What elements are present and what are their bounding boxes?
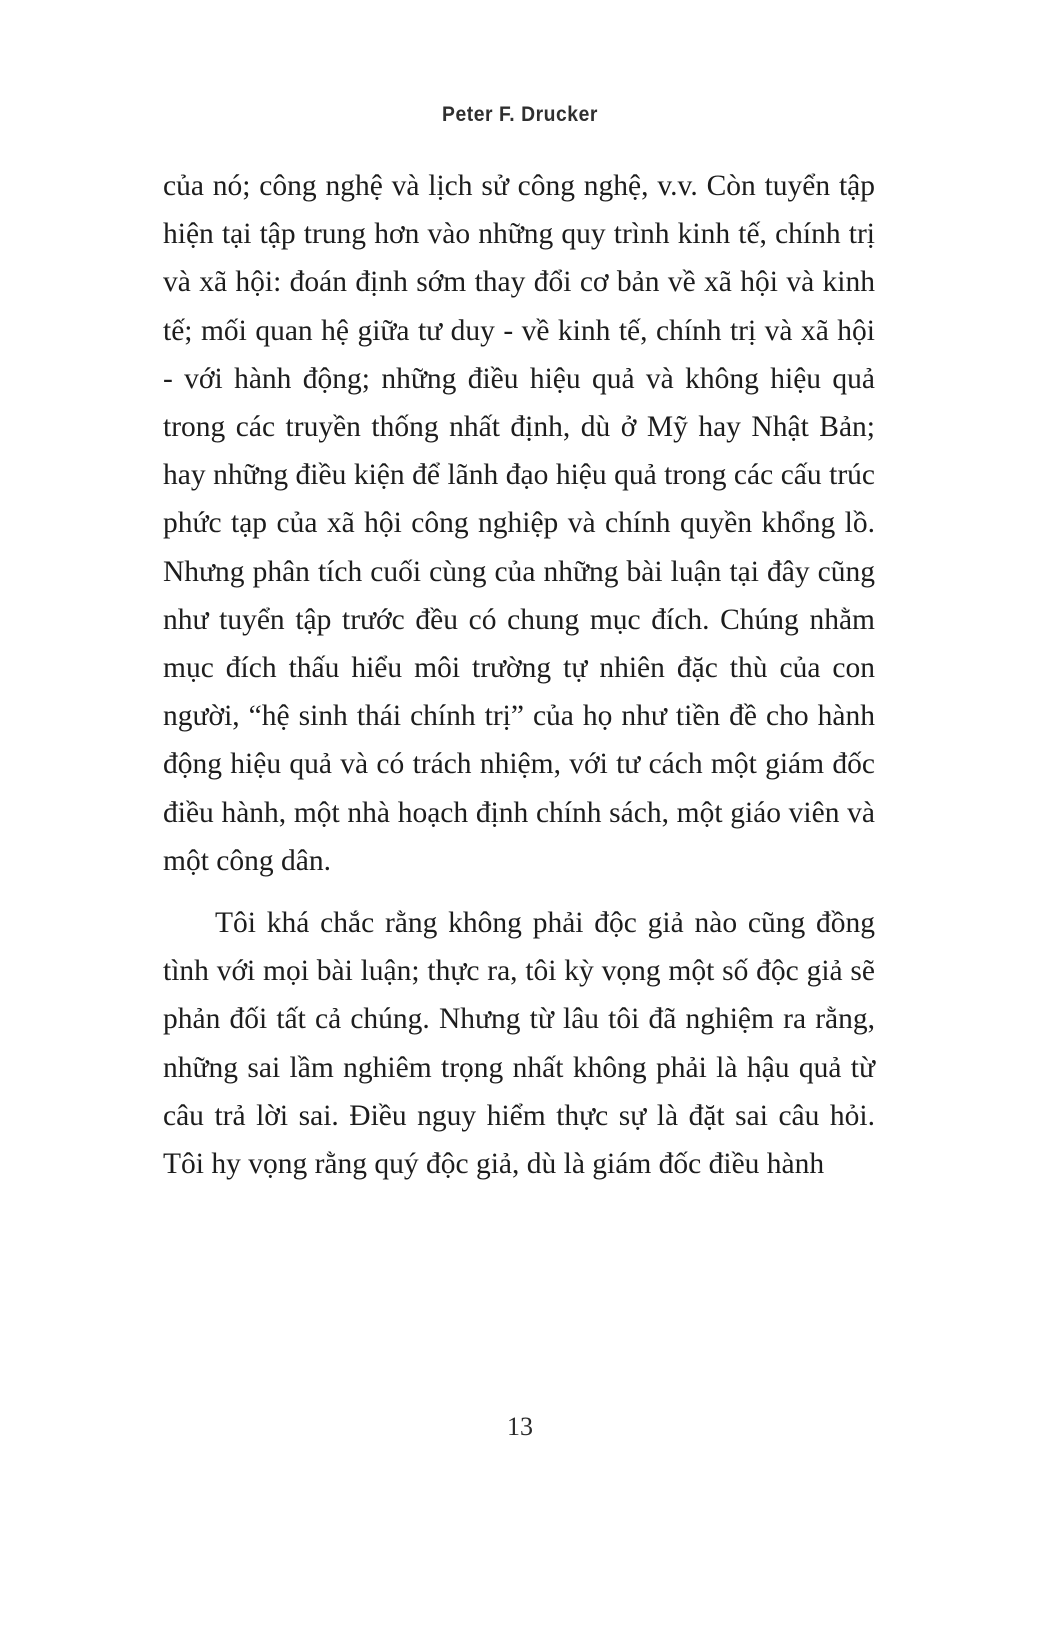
paragraph-continuation: của nó; công nghệ và lịch sử công nghệ, v.v. Còn tuyển tập hiện tại tập trung hơn vào những quy trình kinh tế, chính trị và xã hội: đoán định sớm thay đổi cơ bản về xã hội và kinh tế; mối quan hệ giữa tư duy - về kinh tế, chính trị và xã hội - với hành động; những điều hiệu quả và không hiệu quả trong các truyền thống nhất định, dù ở Mỹ hay Nhật Bản; hay những điều kiện để lãnh đạo hiệu quả trong các cấu trúc phức tạp của xã hội công nghiệp và chính quyền khổng lồ. Nhưng phân tích cuối cùng của những bài luận tại đây cũng như tuyển tập trước đều có chung mục đích. Chúng nhằm mục đích thấu hiểu môi trường tự nhiên đặc thù của con người, “hệ sinh thái chính trị” của họ như tiền đề cho hành động hiệu quả và có trách nhiệm, với tư cách một giám đốc điều hành, một nhà hoạch định chính sách, một giáo viên và một công dân. — [163, 170, 875, 877]
running-head-author: Peter F. Drucker — [442, 103, 598, 126]
page-number: 13 — [507, 1412, 533, 1441]
paragraph-second: Tôi khá chắc rằng không phải độc giả nào cũng đồng tình với mọi bài luận; thực ra, tôi kỳ vọng một số độc giả sẽ phản đối tất cả chúng. Nhưng từ lâu tôi đã nghiệm ra rằng, những sai lầm nghiêm trọng nhất không phải là hậu quả từ câu trả lời sai. Điều nguy hiểm thực sự là đặt sai câu hỏi. Tôi hy vọng rằng quý độc giả, dù là giám đốc điều hành — [163, 907, 875, 1181]
body-text-block — [163, 162, 875, 1188]
